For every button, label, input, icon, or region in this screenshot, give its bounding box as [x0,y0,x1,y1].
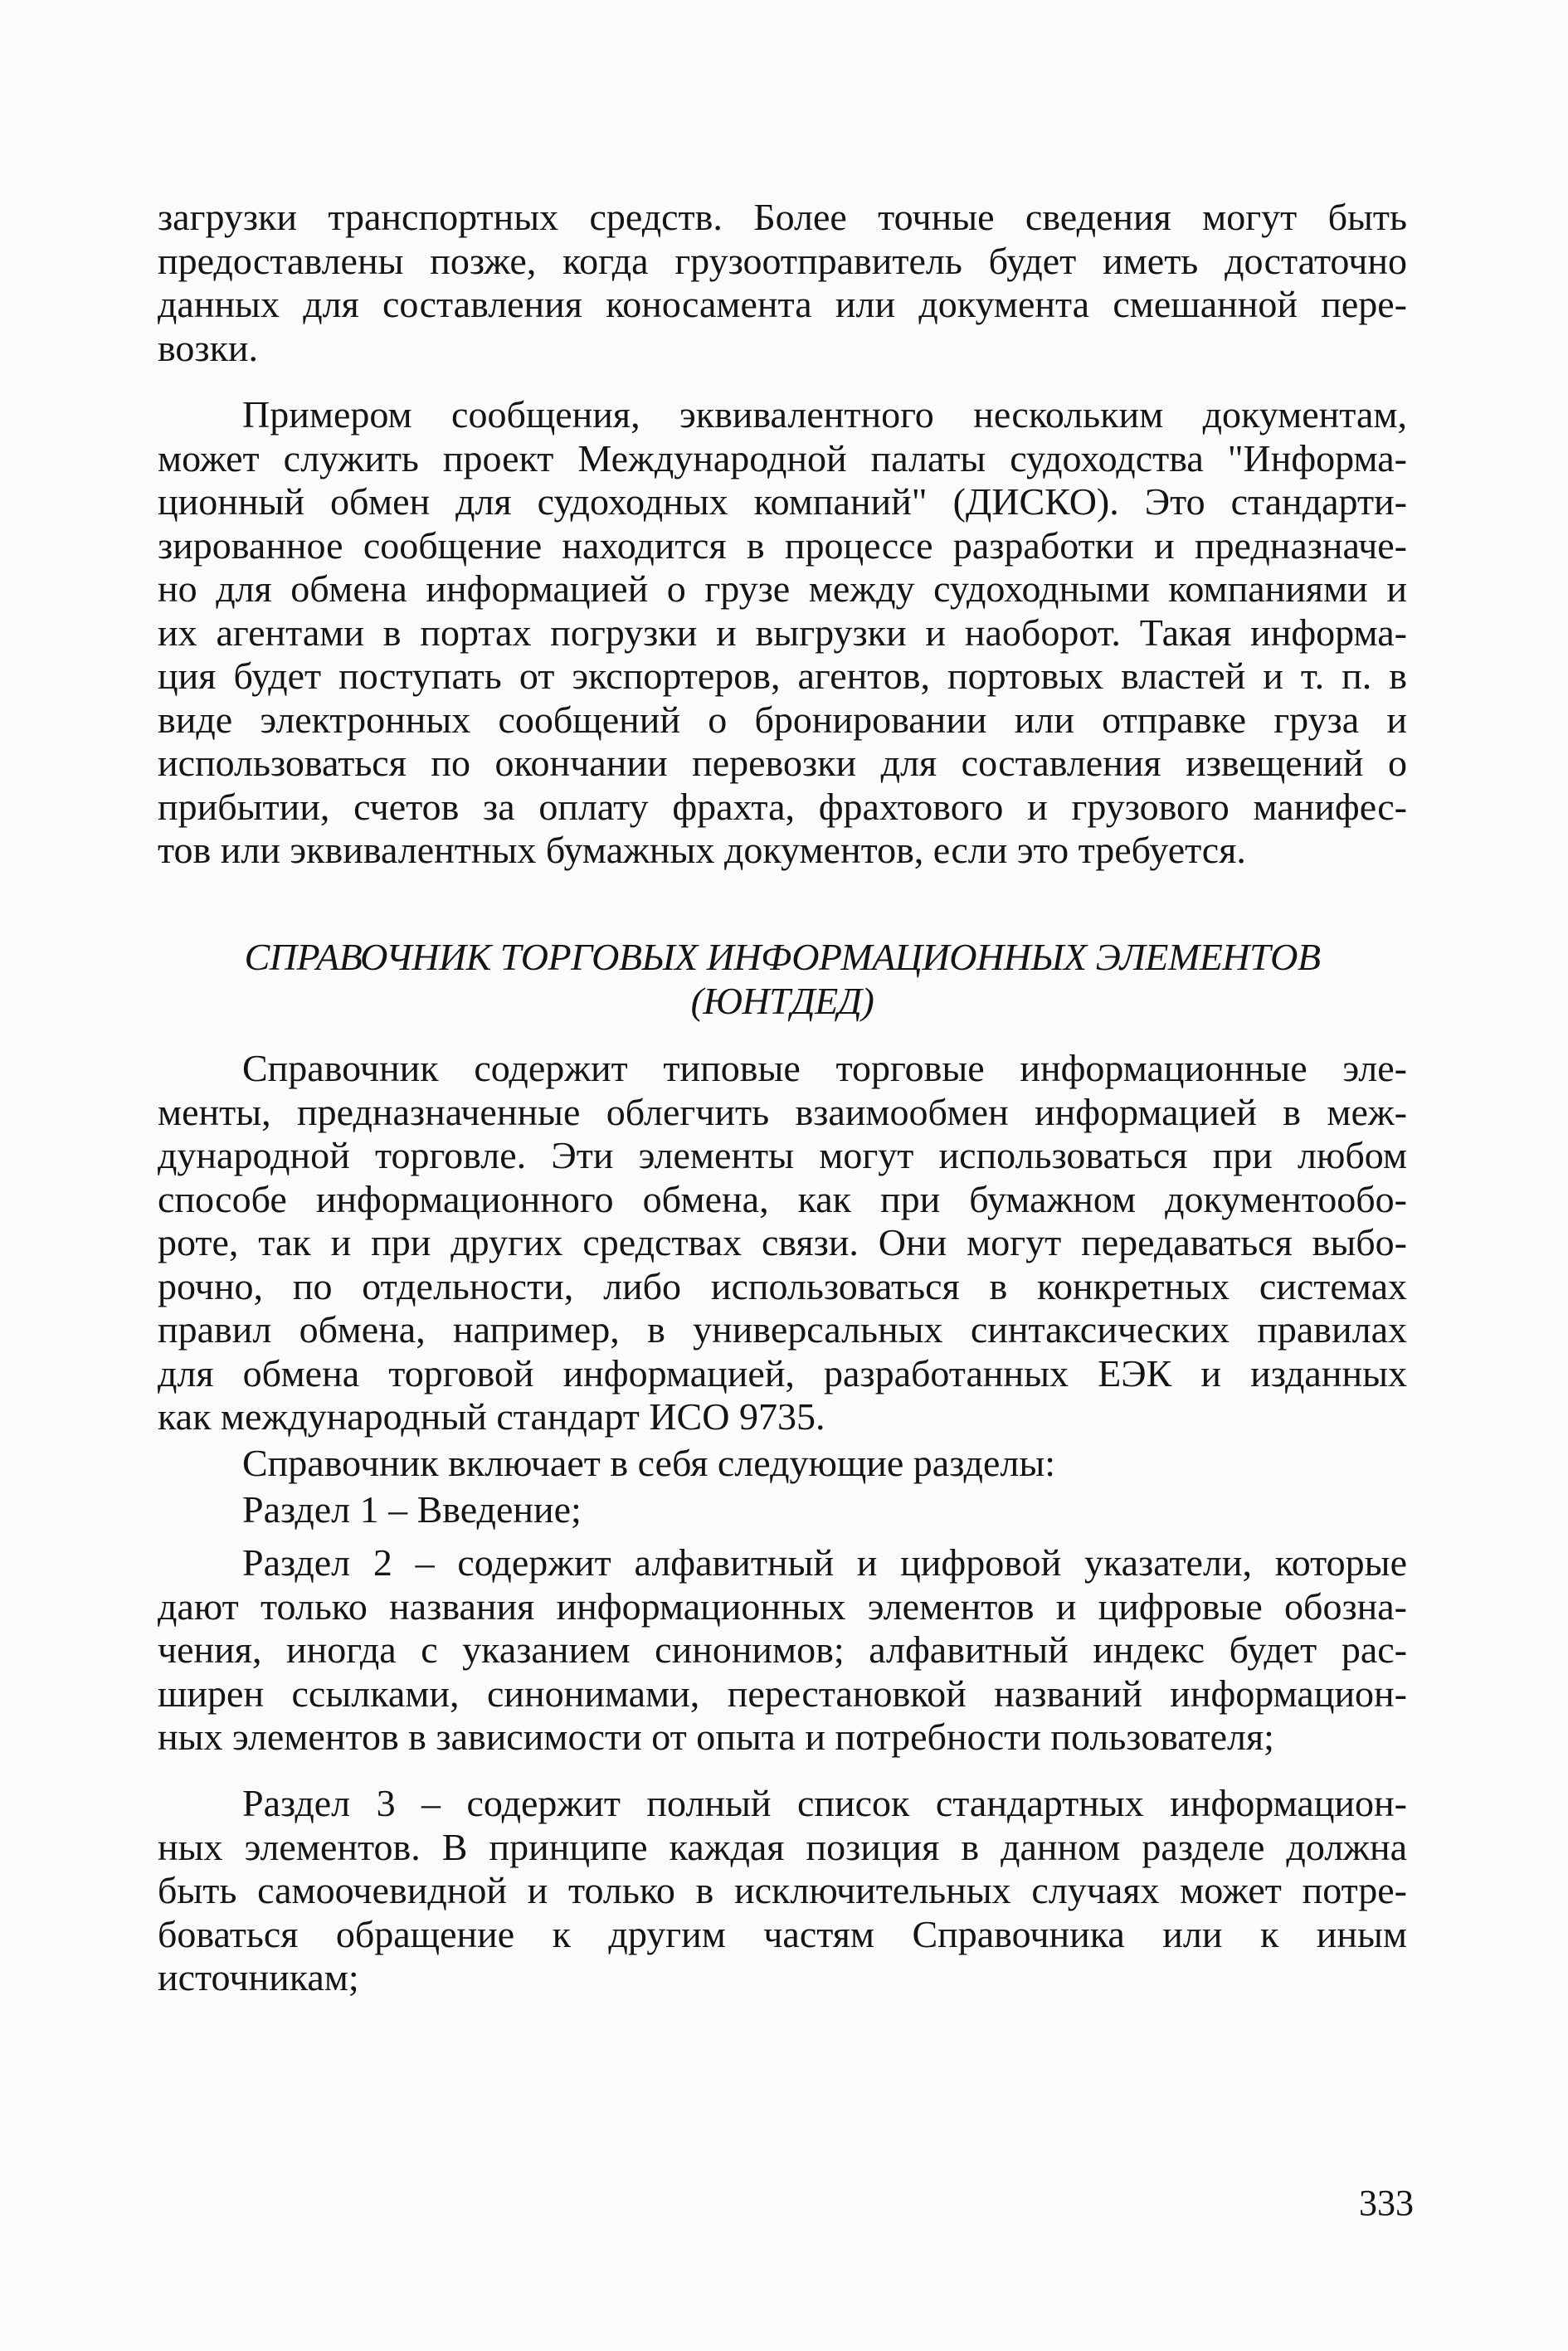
text-line: роте, так и при других средствах связи. Они могут передаваться выбо- [158,1221,1407,1263]
text-line: источникам; [158,1956,359,1998]
text-line: рочно, по отдельности, либо использоваться в конкретных системах [158,1264,1407,1307]
text-line: данных для составления коносамента или документа смешанной пере- [158,283,1407,325]
text-line: для обмена торговой информацией, разработанных ЕЭК и изданных [158,1351,1407,1395]
text-line: быть самоочевидной и только в исключительных случаях может потре- [158,1869,1407,1911]
paragraph-2 [158,393,1407,873]
text-line: Справочник содержит типовые торговые информационные эле- [242,1047,1407,1089]
text-line: зированное сообщение находится в процессе разработки и предназначе- [158,523,1407,567]
text-line: менты, предназначенные облегчить взаимообмен информацией в меж- [158,1090,1407,1133]
text-line: Примером сообщения, эквивалентного нескольким документам, [242,393,1407,436]
text-line: дают только названия информационных элементов и цифровые обозна- [158,1584,1407,1628]
text-line: может служить проект Международной палаты судоходства "Информа- [158,436,1407,479]
paragraph-7 [158,1782,1407,2000]
text-line: ных элементов в зависимости от опыта и потребности пользователя; [158,1716,1274,1758]
paragraph-5 [158,1488,1407,1532]
text-line: загрузки транспортных средств. Более точные сведения могут быть [158,196,1407,238]
text-line: но для обмена информацией о грузе между судоходными компаниями и [158,567,1407,610]
text-line: тов или эквивалентных бумажных документов, если это требуется. [158,829,1246,871]
text-line: ция будет поступать от экспортеров, агентов, портовых властей и т. п. в [158,655,1407,697]
text-line: правил обмена, например, в универсальных синтаксических правилах [158,1308,1407,1351]
paragraph-4 [158,1442,1407,1486]
text-line: использоваться по окончании перевозки для составления извещений о [158,742,1407,784]
text-line: виде электронных сообщений о бронировании или отправке груза и [158,698,1407,741]
text-line: Справочник включает в себя следующие разделы: [242,1442,1056,1484]
text-line: боваться обращение к другим частям Справочника или к иным [158,1912,1407,1955]
text-line: способе информационного обмена, как при бумажном документообо- [158,1177,1407,1220]
text-line: ных элементов. В принципе каждая позиция в данном разделе должна [158,1825,1407,1868]
text-line: ширен ссылками, синонимами, перестановкой названий информацион- [158,1672,1407,1715]
text-line: возки. [158,326,259,369]
text-line: ционный обмен для судоходных компаний" (ДИСКО). Это стандарти- [158,480,1407,523]
heading-line: (ЮНТДЕД) [690,979,874,1022]
text-line: как международный стандарт ИСО 9735. [158,1395,825,1438]
text-line: чения, иногда с указанием синонимов; алфавитный индекс будет рас- [158,1628,1407,1671]
text-line: Раздел 3 – содержит полный список стандартных информацион- [242,1782,1407,1824]
paragraph-1 [158,196,1407,370]
text-line: Раздел 2 – содержит алфавитный и цифровой указатели, которые [242,1541,1407,1584]
page-number: 333 [1359,2183,1414,2223]
text-line: предоставлены позже, когда грузоотправитель будет иметь достаточно [158,239,1407,282]
text-line: прибытии, счетов за оплату фрахта, фрахтового и грузового манифес- [158,785,1407,828]
text-line: их агентами в портах погрузки и выгрузки и наоборот. Такая информа- [158,611,1407,654]
heading-line: СПРАВОЧНИК ТОРГОВЫХ ИНФОРМАЦИОННЫХ ЭЛЕМЕНТОВ [244,936,1321,978]
section-heading [158,936,1407,1023]
text-line: дународной торговле. Эти элементы могут использоваться при любом [158,1134,1407,1176]
paragraph-6 [158,1541,1407,1760]
paragraph-3 [158,1047,1407,1439]
text-line: Раздел 1 – Введение; [242,1488,582,1531]
